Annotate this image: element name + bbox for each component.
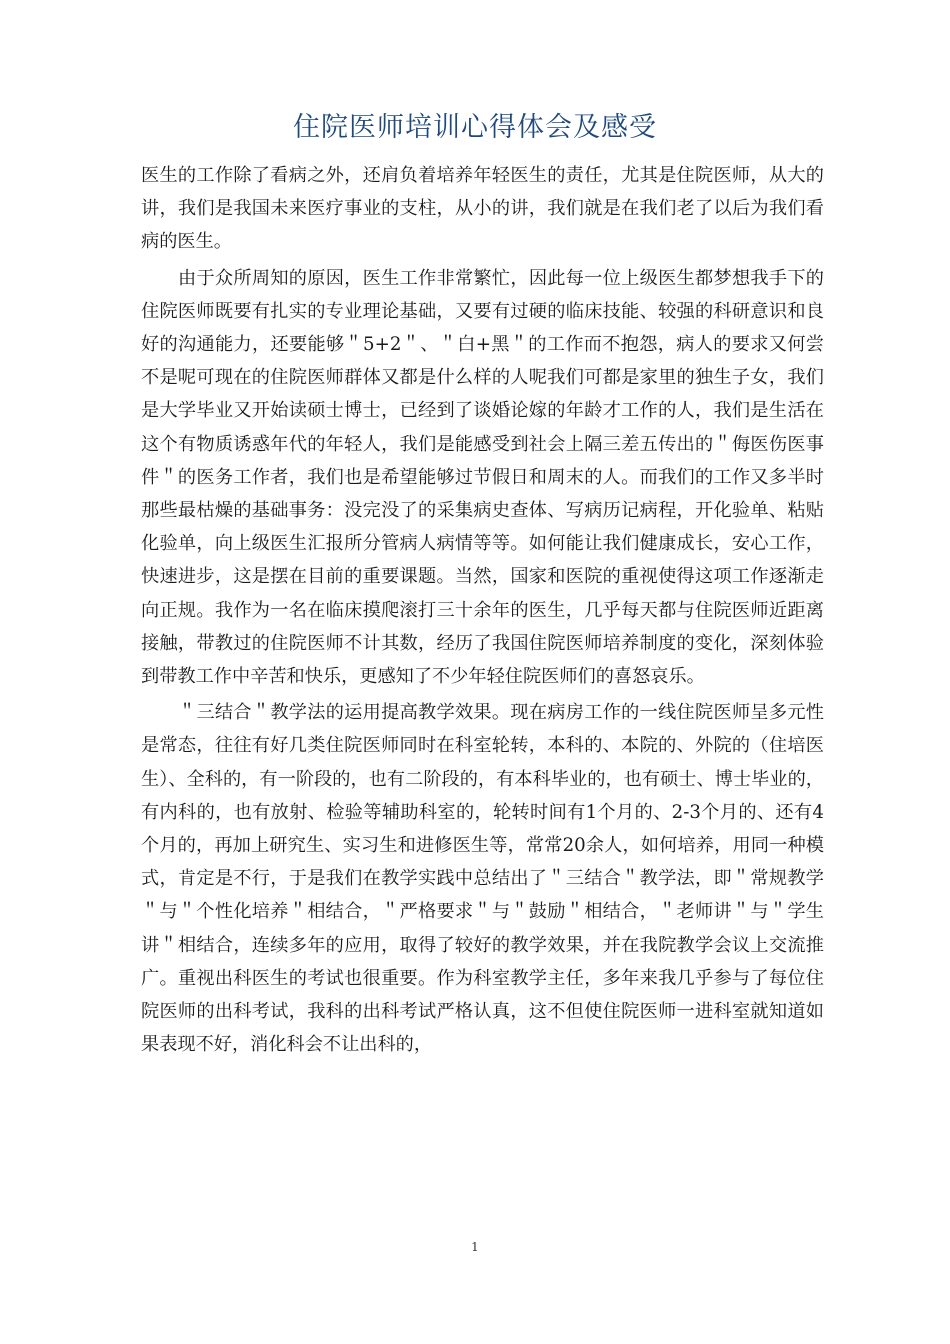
document-title: 住院医师培训心得体会及感受 — [293, 112, 657, 143]
paragraph-2: 由于众所周知的原因，医生工作非常繁忙，因此每一位上级医生都梦想我手下的住院医师既要有扎实的专业理论基础，又要有过硬的临床技能、较强的科研意识和良好的沟通能力，还要能够＂5+2＂、＂白+黑＂的工作而不抱怨，病人的要求又何尝不是呢可现在的住院医师群体又都是什么样的人呢我们可都是家里的独生子女，我们是大学毕业又开始读硕士博士，已经到了谈婚论嫁的年龄才工作的人，我们是生活在这个有物质诱惑年代的年轻人，我们是能感受到社会上隔三差五传出的＂侮医伤医事件＂的医务工作者，我们也是希望能够过节假日和周末的人。而我们的工作又多半时那些最枯燥的基础事务：没完没了的采集病史查体、写病历记病程，开化验单、粘贴化验单，向上级医生汇报所分管病人病情等等。如何能让我们健康成长，安心工作，快速进步，这是摆在目前的重要课题。当然，国家和医院的重视使得这项工作逐渐走向正规。我作为一名在临床摸爬滚打三十余年的医生，几乎每天都与住院医师近距离接触，带教过的住院医师不计其数，经历了我国住院医师培养制度的变化，深刻体验到带教工作中辛苦和快乐，更感知了不少年轻住院医师们的喜怒哀乐。 — [141, 267, 824, 688]
paragraph-3: ＂三结合＂教学法的运用提高教学效果。现在病房工作的一线住院医师呈多元性是常态，往往有好几类住院医师同时在科室轮转，本科的、本院的、外院的（住培医生）、全科的，有一阶段的，也有二阶段的，有本科毕业的，也有硕士、博士毕业的，有内科的，也有放射、检验等辅助科室的，轮转时间有1个月的、2-3个月的、还有4个月的，再加上研究生、实习生和进修医生等，常常20余人，如何培养，用同一种模式，肯定是不行，于是我们在教学实践中总结出了＂三结合＂教学法，即＂常规教学＂与＂个性化培养＂相结合，＂严格要求＂与＂鼓励＂相结合，＂老师讲＂与＂学生讲＂相结合，连续多年的应用，取得了较好的教学效果，并在我院教学会议上交流推广。重视出科医生的考试也很重要。作为科室教学主任，多年来我几乎参与了每位住院医师的出科考试，我科的出科考试严格认真，这不但使住院医师一进科室就知道如果表现不好，消化科会不让出科的， — [141, 702, 824, 1056]
paragraph-1: 医生的工作除了看病之外，还肩负着培养年轻医生的责任，尤其是住院医师，从大的讲，我们是我国未来医疗事业的支柱，从小的讲，我们就是在我们老了以后为我们看病的医生。 — [141, 165, 824, 253]
page-number: 1 — [471, 1240, 479, 1254]
document-body — [141, 159, 824, 1061]
